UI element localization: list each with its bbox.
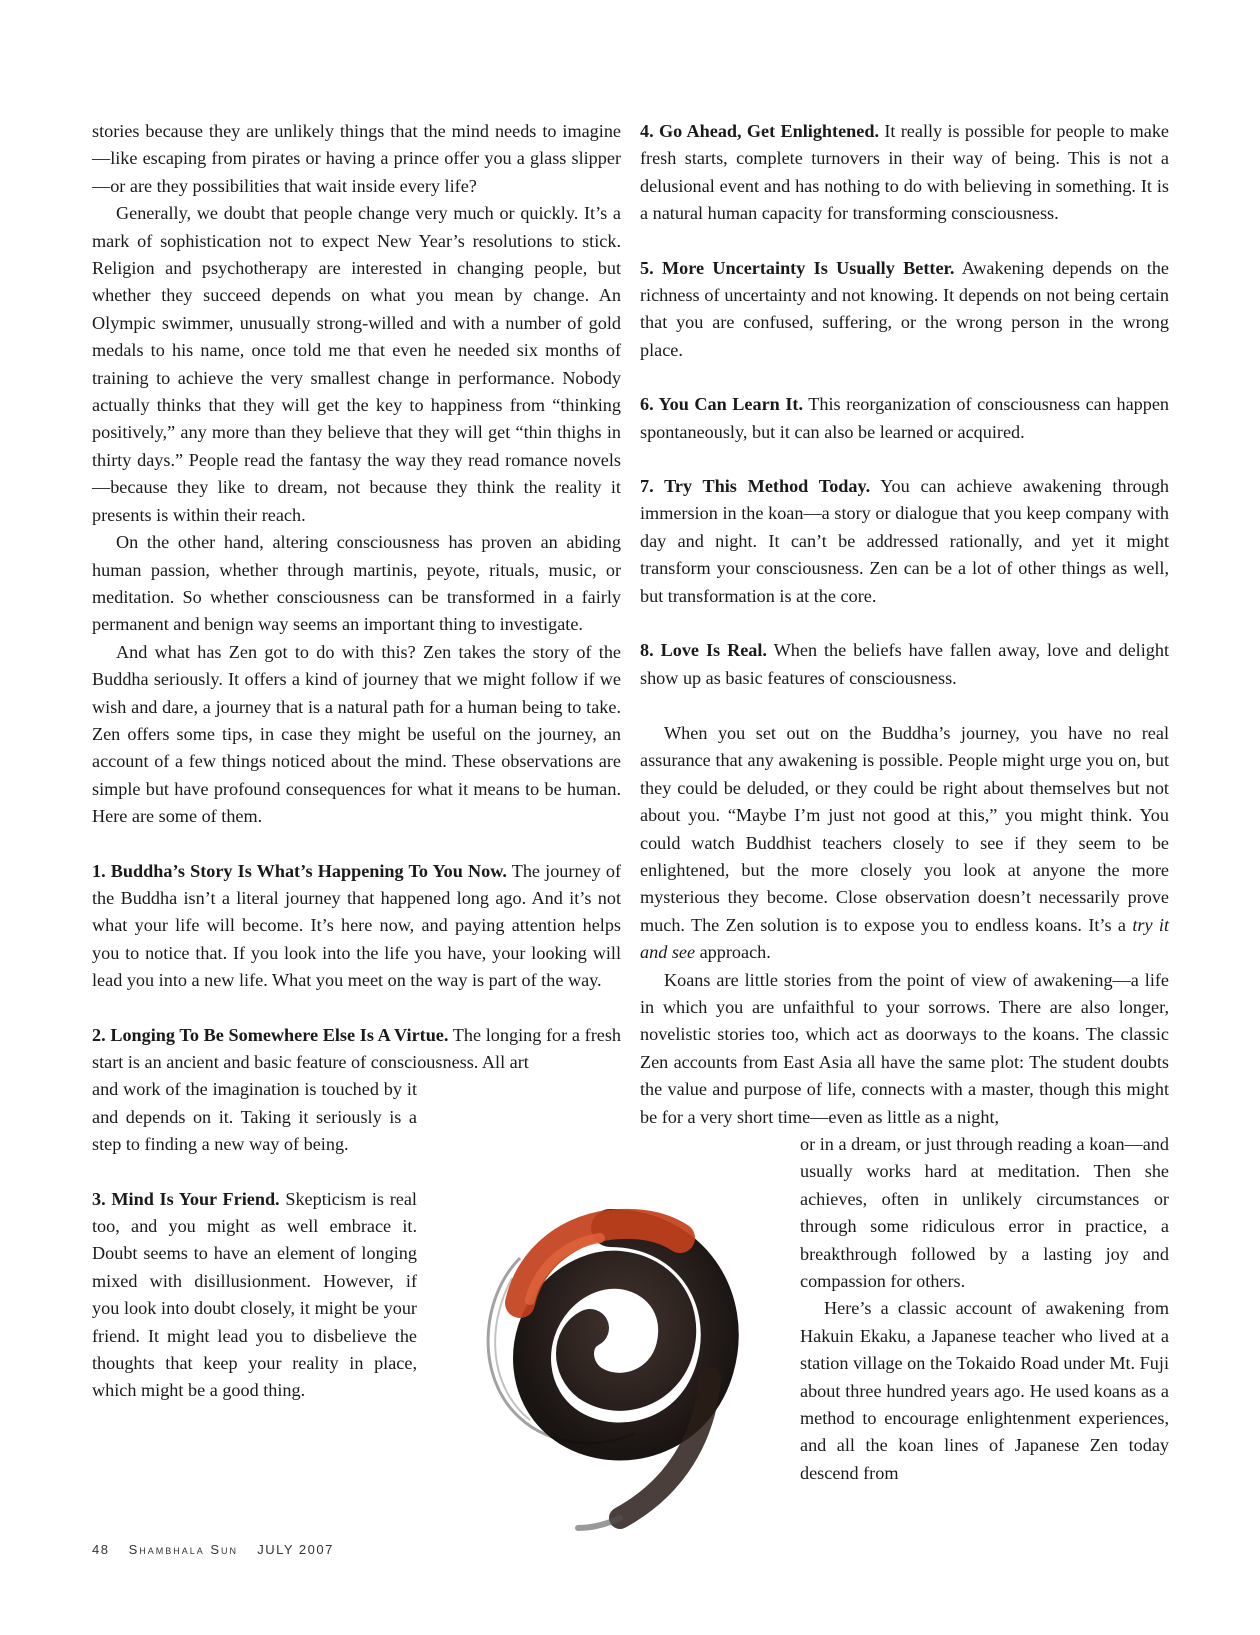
list-item-1 bbox=[92, 858, 621, 995]
list-item-2-continued: and work of the imagination is touched by it and depends on it. Taking it seriously is a step to finding a new way of being. bbox=[92, 1079, 417, 1155]
page-footer bbox=[92, 1542, 348, 1557]
paragraph: On the other hand, altering consciousness has proven an abiding human passion, whether through martinis, peyote, rituals, music, or meditation. So whether consciousness can be transformed in a fairly permanent and benign way seems an important thing to investigate. bbox=[92, 532, 621, 635]
magazine-name: Shambhala Sun bbox=[128, 1542, 239, 1557]
item-title: 3. Mind Is Your Friend. bbox=[92, 1188, 280, 1209]
item-title: 8. Love Is Real. bbox=[640, 640, 767, 661]
list-item-8 bbox=[640, 637, 1169, 692]
paragraph: Generally, we doubt that people change very much or quickly. It’s a mark of sophistication not to expect New Year’s resolutions to stick. Religion and psychotherapy are interested in changing people, but whether they succeed depends on what you mean by change. An Olympic swimmer, unusually strong-willed and with a number of gold medals to his name, once told me that even he needed six months of training to achieve the very smallest change in performance. Nobody actually thinks that they will get the key to happiness from “thinking positively,” any more than they believe that they will get “thin thighs in thirty days.” People read the fantasy the way they read romance novels—because they like to dream, not because they think the reality it presents is within their reach. bbox=[92, 203, 621, 525]
list-item-2 bbox=[92, 1022, 621, 1077]
item-text: It really is possible for people to make fresh starts, complete turnovers in their way of being. This is not a delusional event and has nothing to do with believing in something. It is a natural human capacity for transforming consciousness. bbox=[640, 121, 1169, 224]
issue-date: JULY 2007 bbox=[257, 1542, 334, 1557]
emphasis: try it and see bbox=[640, 914, 1169, 963]
list-item-3 bbox=[92, 1186, 417, 1405]
item-text: The longing for a fresh start is an ancient and basic feature of consciousness. All art bbox=[92, 1024, 621, 1072]
list-item-5 bbox=[640, 255, 1169, 365]
item-text: You can achieve awakening through immersion in the koan—a story or dialogue that you keep company with day and night. It can’t be addressed rationally, and yet it might transform your consciousness. Zen can be a lot of other things as well, but transformation is at the core. bbox=[640, 476, 1170, 606]
item-title: 5. More Uncertainty Is Usually Better. bbox=[640, 257, 955, 278]
list-item-7 bbox=[640, 473, 1169, 610]
item-text: The journey of the Buddha isn’t a literal journey that happened long ago. And it’s not what your life will become. It’s here now, and paying attention helps you to notice that. If you look into the life you have, your looking will lead you into a new life. What you meet on the way is part of the way. bbox=[92, 860, 622, 991]
item-title: 1. Buddha’s Story Is What’s Happening To You Now. bbox=[92, 860, 507, 881]
page-number: 48 bbox=[92, 1542, 110, 1557]
paragraph: stories because they are unlikely things that the mind needs to imagine—like escaping from pirates or having a prince offer you a glass slipper—or are they possibilities that wait inside every life? bbox=[92, 121, 621, 196]
item-text: This reorganization of consciousness can happen spontaneously, but it can also be learned or acquired. bbox=[640, 394, 1169, 442]
paragraph: Here’s a classic account of awakening from Hakuin Ekaku, a Japanese teacher who lived at a station village on the Tokaido Road under Mt. Fuji about three hundred years ago. He used koans as a method to encourage enlightenment experiences, and all the koan lines of Japanese Zen today descend from bbox=[800, 1298, 1169, 1483]
list-item-4 bbox=[640, 118, 1169, 228]
item-title: 6. You Can Learn It. bbox=[640, 394, 804, 415]
item-title: 2. Longing To Be Somewhere Else Is A Virtue. bbox=[92, 1024, 449, 1045]
paragraph: And what has Zen got to do with this? Zen takes the story of the Buddha seriously. It offers a kind of journey that we might follow if we wish and dare, a journey that is a natural path for a human being to take. Zen offers some tips, in case they might be useful on the journey, an account of a few things noticed about the mind. These observations are simple but have profound consequences for what it means to be human. Here are some of them. bbox=[92, 641, 621, 827]
paragraph: When you set out on the Buddha’s journey, you have no real assurance that any awakening is possible. People might urge you on, but they could be deluded, or they could be right about themselves but not about you. “Maybe I’m just not good at this,” you might think. You could watch Buddhist teachers closely to see if they seem to be enlightened, but the more closely you look at anyone the more mysterious they become. Close observation doesn’t necessarily prove much. The Zen solution is to expose you to endless koans. It’s a try it and see approach. bbox=[640, 722, 1169, 963]
item-title: 4. Go Ahead, Get Enlightened. bbox=[640, 121, 880, 141]
item-text: Awakening depends on the richness of uncertainty and not knowing. It depends on not being certain that you are confused, suffering, or the wrong person in the wrong place. bbox=[640, 257, 1169, 360]
enso-brush-illustration bbox=[460, 1188, 760, 1538]
item-text: When the beliefs have fallen away, love and delight show up as basic features of consciousness. bbox=[640, 640, 1169, 688]
paragraph: Koans are little stories from the point of view of awakening—a life in which you are unfaithful to your sorrows. There are also longer, novelistic stories too, which act as doorways to the koans. The classic Zen accounts from East Asia all have the same plot: The student doubts the value and purpose of life, connects with a master, though this might be for a very short time—even as little as a night, bbox=[640, 969, 1169, 1127]
item-title: 7. Try This Method Today. bbox=[640, 476, 871, 497]
paragraph-continued: or in a dream, or just through reading a koan—and usually works hard at meditation. Then she achieves, often in unlikely circumstances or through some ridiculous error in practice, a breakthrough followed by a lasting joy and compassion for others. bbox=[800, 1134, 1169, 1292]
item-text: Skepticism is real too, and you might as well embrace it. Doubt seems to have an element of longing mixed with disillusionment. However, if you look into doubt closely, it might be your friend. It might lead you to disbelieve the thoughts that keep your reality in place, which might be a good thing. bbox=[92, 1188, 417, 1401]
list-item-6 bbox=[640, 391, 1169, 446]
